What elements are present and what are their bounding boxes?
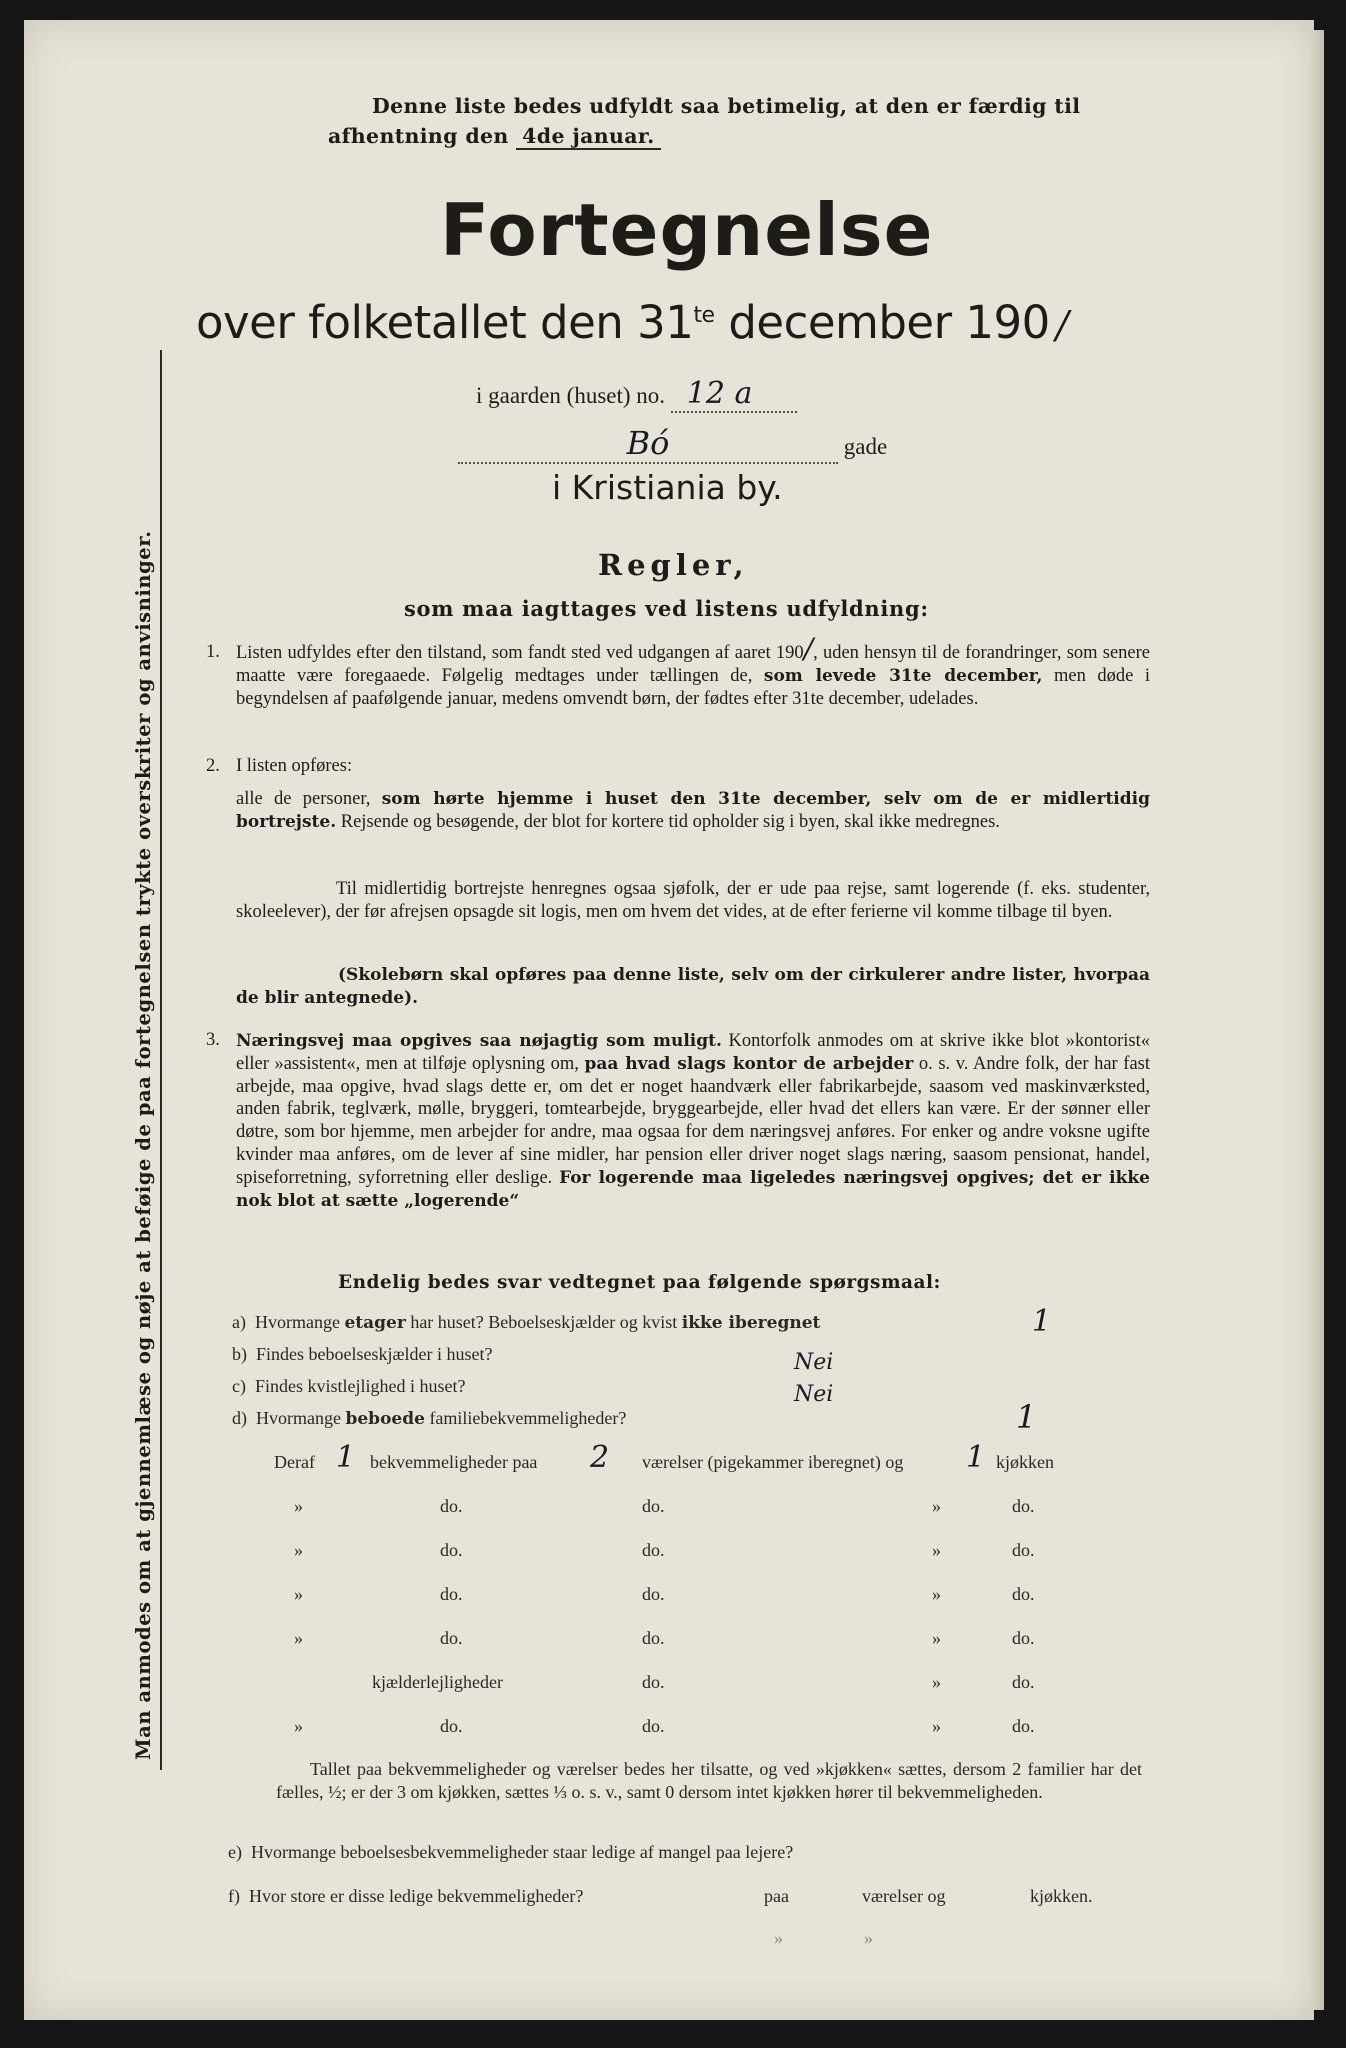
rule-2-p1a: alle de personer, bbox=[236, 789, 371, 809]
subtitle-prefix: over folketallet den 31 bbox=[196, 296, 694, 349]
row-4-b: do. bbox=[642, 1628, 665, 1648]
rule-3-bold-c: paa hvad slags kontor de arbejder bbox=[584, 1053, 914, 1074]
question-b bbox=[232, 1344, 492, 1365]
q-f-ditto-1: » bbox=[774, 1928, 783, 1948]
page-title: Fortegnelse bbox=[440, 188, 934, 272]
question-a bbox=[232, 1312, 820, 1333]
deraf-n2: 2 bbox=[590, 1440, 610, 1475]
row-1-q2: » bbox=[932, 1496, 941, 1516]
rule-2-para-1 bbox=[236, 788, 1150, 834]
house-number: 12 a bbox=[671, 376, 797, 413]
row-3-q: » bbox=[294, 1584, 303, 1604]
city: i Kristiania by. bbox=[552, 468, 783, 507]
deraf-label: Deraf bbox=[274, 1452, 315, 1472]
house-row bbox=[476, 376, 797, 413]
rule-3 bbox=[236, 1030, 1150, 1212]
question-f bbox=[228, 1886, 583, 1907]
row-6-c: do. bbox=[1012, 1716, 1035, 1736]
rule-3-d: o. s. v. Andre folk, der har fast arbejde, maa opgive, hvad slags dette er, om det er noget haandværk eller fabrikarbejde, saasom ved maskinværksted, anden fabrik, teglværk, mølle, bryggeri, tomtearbejde, bryggearbejde, eller hvad det ellers kan være. Er der sønner eller døtre, som bor hjemme, men arbejder for andre, maa ogsaa for dem næringsvej anføres. For enker og andre voksne ugifte kvinder maa anføres, om de lever af sine midler, har pension eller driver noget slags næring, saasom pensionat, handel, spiseforretning, syforretning eller deslige. bbox=[236, 1053, 1150, 1188]
q-b-label: b) bbox=[232, 1344, 247, 1364]
side-instruction: Man anmodes om at gjennemlæse og nøje at beføige de paa fortegnelsen trykte overskriter og anvisninger. bbox=[132, 530, 155, 1760]
rule-2-p1c: Rejsende og besøgende, der blot for kortere tid opholder sig i byen, skal ikke medregnes. bbox=[340, 811, 1000, 832]
q-d-label: d) bbox=[232, 1408, 247, 1428]
answer-c: Nei bbox=[794, 1382, 834, 1407]
rule-1-number: 1. bbox=[206, 642, 220, 662]
notice-date: 4de januar. bbox=[516, 124, 660, 150]
q-c-text: Findes kvistlejlighed i huset? bbox=[254, 1376, 466, 1396]
house-label: i gaarden (huset) no. bbox=[476, 383, 666, 408]
question-c bbox=[232, 1376, 465, 1397]
rule-3-b: Kontorfolk anmodes om at skrive ikke blot »kontorist« eller »assistent«, men at tilføje oplysning om, bbox=[236, 1031, 1150, 1074]
q-a-bold2: ikke iberegnet bbox=[681, 1313, 821, 1333]
rule-1-b: , uden hensyn til de forandringer, som senere maatte være foregaaede. Følgelig medtages under tællingen de, bbox=[236, 643, 1150, 686]
row-1-c: do. bbox=[1012, 1496, 1035, 1516]
q-c-label: c) bbox=[232, 1376, 246, 1396]
row-3-q2: » bbox=[932, 1584, 941, 1604]
rule-3-bold-a: Næringsvej maa opgives saa nøjagtig som muligt. bbox=[236, 1031, 722, 1051]
rules-heading: Regler, bbox=[598, 548, 749, 582]
q-b-text: Findes beboelseskjælder i huset? bbox=[256, 1344, 493, 1364]
q-e-label: e) bbox=[228, 1842, 242, 1862]
answer-a: 1 bbox=[1032, 1304, 1052, 1339]
answer-b: Nei bbox=[794, 1350, 834, 1375]
rule-3-bold-e: For logerende maa ligeledes næringsvej opgives; det er ikke nok blot at sætte „logerende“ bbox=[236, 1167, 1150, 1211]
row-3-a: do. bbox=[440, 1584, 463, 1604]
rule-3-number: 3. bbox=[206, 1030, 220, 1050]
row-4-q2: » bbox=[932, 1628, 941, 1648]
row-6-q2: » bbox=[932, 1716, 941, 1736]
notice-line-2 bbox=[328, 124, 661, 148]
q-a-bold: etager bbox=[344, 1313, 406, 1333]
deraf-mid: bekvemmeligheder paa bbox=[370, 1452, 538, 1472]
row-4-c: do. bbox=[1012, 1628, 1035, 1648]
rule-2-bold: som hørte hjemme i huset den 31te december, selv om de er midlertidig bortrejste. bbox=[236, 789, 1150, 832]
row-1-q: » bbox=[294, 1496, 303, 1516]
row-3-c: do. bbox=[1012, 1584, 1035, 1604]
q-e-text: Hvormange beboelsesbekvemmeligheder staar ledige af mangel paa lejere? bbox=[250, 1842, 794, 1862]
q-a-label: a) bbox=[232, 1312, 246, 1332]
deraf-n3: 1 bbox=[966, 1440, 986, 1475]
row-4-q: » bbox=[294, 1628, 303, 1648]
street-name: Bó bbox=[458, 424, 838, 464]
q-d-text: Hvormange bbox=[256, 1408, 341, 1428]
rule-2-number: 2. bbox=[206, 756, 220, 776]
rule-1-d: men døde i begyndelsen af paafølgende januar, medens omvendt børn, der fødtes efter 31te december, udelades. bbox=[236, 665, 1150, 709]
q-d-text2: familiebekvemmeligheder? bbox=[429, 1408, 627, 1428]
row-2-c: do. bbox=[1012, 1540, 1035, 1560]
notice-line-1: Denne liste bedes udfyldt saa betimelig, at den er færdig til bbox=[372, 94, 1081, 118]
row-5-b: do. bbox=[642, 1672, 665, 1692]
year-handwritten: / bbox=[1055, 303, 1069, 347]
row-1-b: do. bbox=[642, 1496, 665, 1516]
row-5-a: kjælderlejligheder bbox=[372, 1672, 503, 1692]
deraf-n1: 1 bbox=[336, 1440, 356, 1475]
page-edge bbox=[1310, 30, 1324, 2010]
rules-subheading: som maa iagttages ved listens udfyldning: bbox=[404, 596, 929, 621]
row-6-a: do. bbox=[440, 1716, 463, 1736]
rule-2-para-2: Til midlertidig bortrejste henregnes ogsaa sjøfolk, der er ude paa rejse, samt logerende (f. eks. studenter, skoleelever), der før afrejsen opsagde sit logis, men om hvem det vides, at de efter ferierne vil komme tilbage til byen. bbox=[236, 879, 1150, 922]
question-d bbox=[232, 1408, 626, 1429]
row-3-b: do. bbox=[642, 1584, 665, 1604]
rule-2-para-3 bbox=[236, 964, 1150, 1010]
rule-1-bold: som levede 31te december, bbox=[763, 665, 1043, 686]
rule-1-year-handwritten: / bbox=[803, 632, 814, 665]
q-f-text: Hvor store er disse ledige bekvemmeligheder? bbox=[249, 1886, 584, 1906]
row-5-c: do. bbox=[1012, 1672, 1035, 1692]
row-2-q: » bbox=[294, 1540, 303, 1560]
note-paragraph: Tallet paa bekvemmeligheder og værelser bedes her tilsatte, og ved »kjøkken« sættes, dersom 2 familier har det fælles, ½; er der 3 om kjøkken, sættes ⅓ o. s. v., samt 0 dersom intet kjøkken hører til bekvemmeligheden. bbox=[276, 1759, 1142, 1802]
row-2-a: do. bbox=[440, 1540, 463, 1560]
q-f-label: f) bbox=[228, 1886, 240, 1906]
q-f-ditto-2: » bbox=[864, 1928, 873, 1948]
subtitle bbox=[196, 296, 1068, 349]
street-row bbox=[458, 424, 887, 464]
row-2-q2: » bbox=[932, 1540, 941, 1560]
rule-1-a: Listen udfyldes efter den tilstand, som fandt sted ved udgangen af aaret 190 bbox=[236, 643, 804, 663]
row-2-b: do. bbox=[642, 1540, 665, 1560]
rule-2-para-3-bold: (Skolebørn skal opføres paa denne liste, selv om der cirkulerer andre lister, hvorpaa de blir antegnede). bbox=[236, 965, 1150, 1008]
row-1-a: do. bbox=[440, 1496, 463, 1516]
street-label: gade bbox=[843, 434, 888, 459]
row-6-q: » bbox=[294, 1716, 303, 1736]
row-5-q2: » bbox=[932, 1672, 941, 1692]
rule-1 bbox=[236, 632, 1150, 710]
row-4-a: do. bbox=[440, 1628, 463, 1648]
q-f-vaer: værelser og bbox=[862, 1886, 946, 1906]
row-6-b: do. bbox=[642, 1716, 665, 1736]
q-d-bold: beboede bbox=[345, 1409, 425, 1429]
answer-d: 1 bbox=[1016, 1398, 1037, 1436]
q-f-kjok: kjøkken. bbox=[1030, 1886, 1093, 1906]
rule-2-intro: I listen opføres: bbox=[236, 756, 353, 776]
q-f-paa: paa bbox=[764, 1886, 789, 1906]
questions-heading: Endelig bedes svar vedtegnet paa følgende spørgsmaal: bbox=[338, 1272, 941, 1293]
question-e bbox=[228, 1842, 793, 1863]
deraf-end: kjøkken bbox=[996, 1452, 1054, 1472]
deraf-mid2: værelser (pigekammer iberegnet) og bbox=[642, 1452, 904, 1472]
q-a-text: Hvormange bbox=[254, 1312, 340, 1332]
notice-prefix: afhentning den bbox=[328, 124, 517, 148]
side-rule bbox=[160, 350, 162, 1770]
subtitle-suffix: december 190 bbox=[714, 296, 1050, 349]
subtitle-sup: te bbox=[693, 303, 715, 328]
q-a-text2: har huset? Beboelseskjælder og kvist bbox=[410, 1312, 678, 1332]
